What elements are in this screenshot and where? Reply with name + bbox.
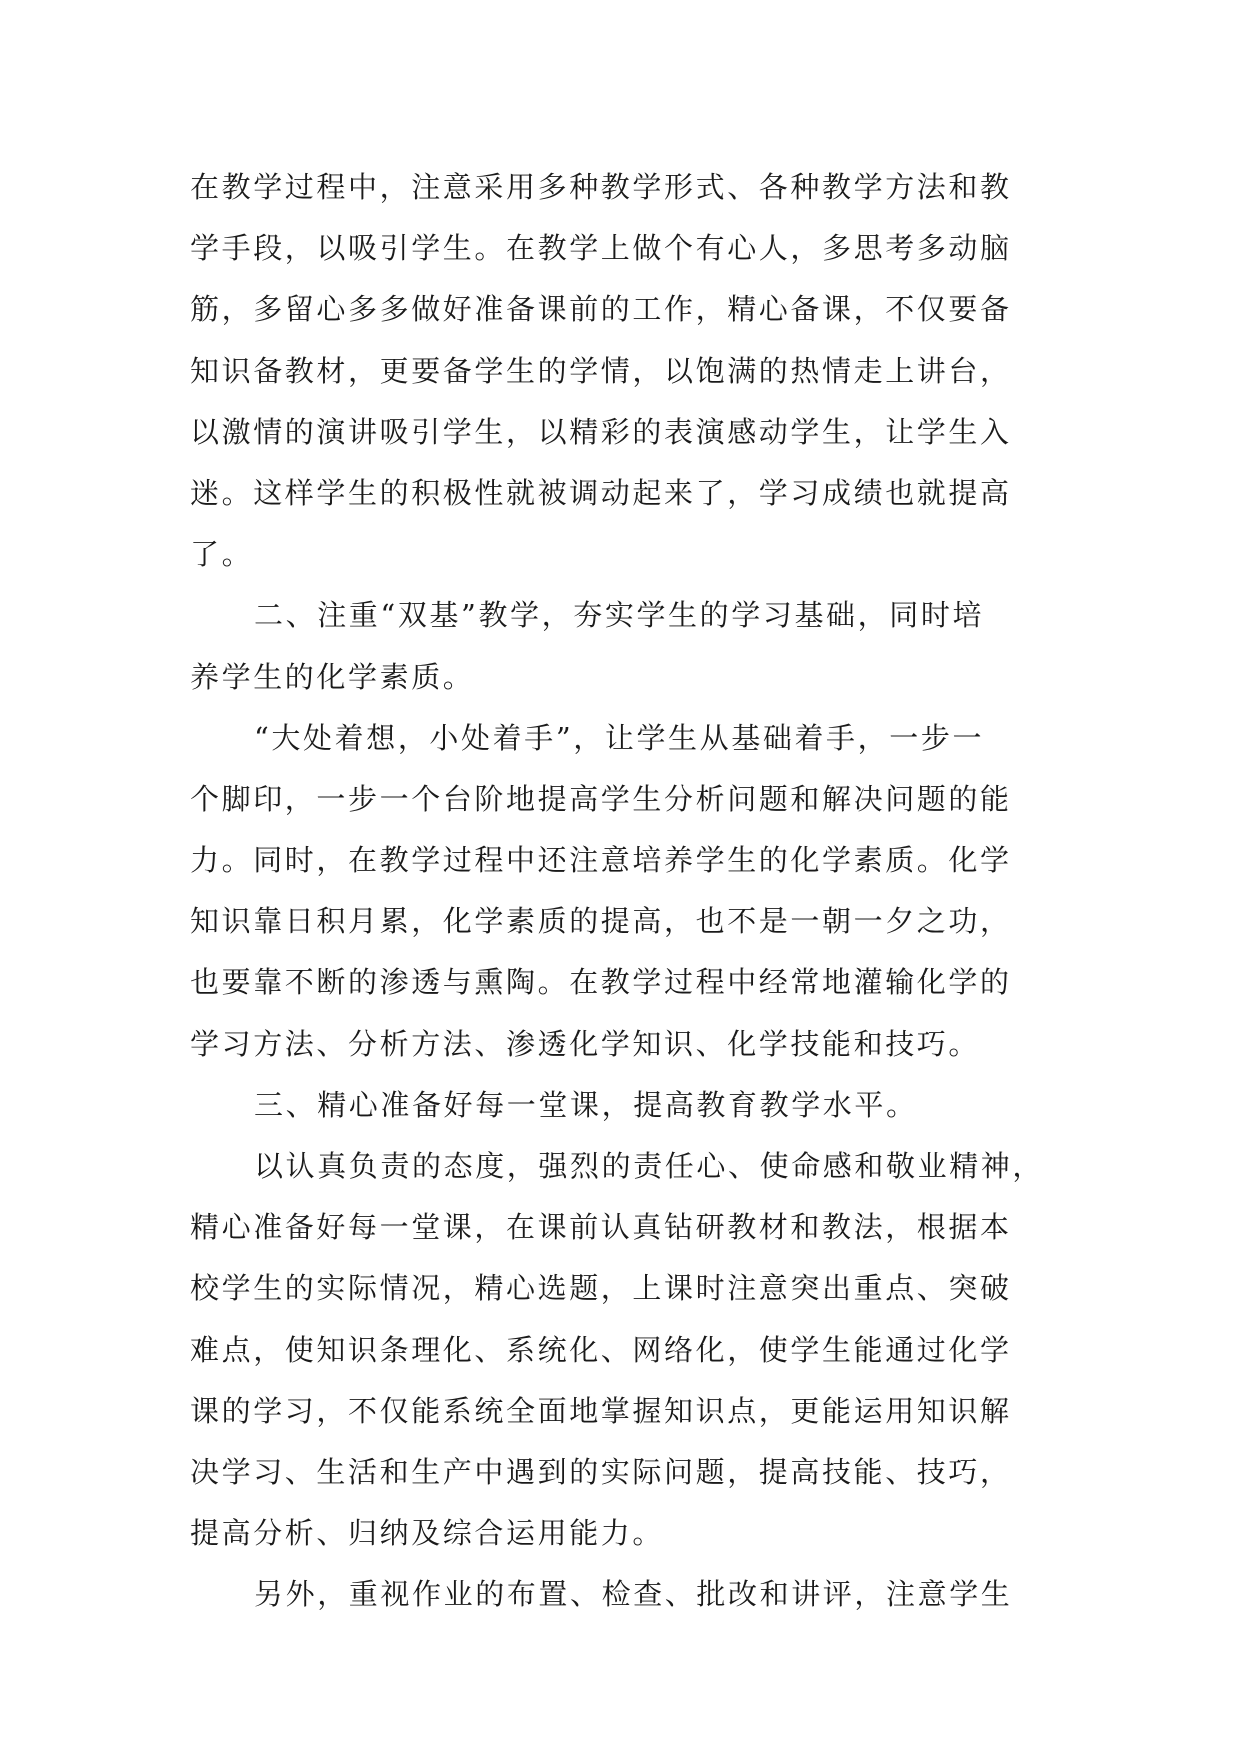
text-line: 也要靠不断的渗透与熏陶。在教学过程中经常地灌输化学的 xyxy=(190,965,1012,1000)
text-line: 知识靠日积月累，化学素质的提高，也不是一朝一夕之功， xyxy=(190,904,1012,939)
text-line: 二、注重“双基”教学，夯实学生的学习基础，同时培 xyxy=(254,598,985,633)
text-line: 力。同时，在教学过程中还注意培养学生的化学素质。化学 xyxy=(190,843,1012,878)
body-text xyxy=(190,157,1060,1626)
text-line: “大处着想，小处着手”，让学生从基础着手，一步一 xyxy=(254,720,985,755)
text-line: 三、精心准备好每一堂课，提高教育教学水平。 xyxy=(254,1087,918,1122)
text-line: 知识备教材，更要备学生的学情，以饱满的热情走上讲台， xyxy=(190,353,1012,388)
text-line: 精心准备好每一堂课，在课前认真钻研教材和教法，根据本 xyxy=(190,1210,1012,1245)
text-line: 筋，多留心多多做好准备课前的工作，精心备课，不仅要备 xyxy=(190,292,1012,327)
text-line: 提高分析、归纳及综合运用能力。 xyxy=(190,1516,665,1551)
text-line: 以认真负责的态度，强烈的责任心、使命感和敬业精神， xyxy=(254,1149,1045,1183)
text-line: 个脚印，一步一个台阶地提高学生分析问题和解决问题的能 xyxy=(190,781,1012,816)
text-line: 迷。这样学生的积极性就被调动起来了，学习成绩也就提高 xyxy=(190,475,1012,510)
text-line: 养学生的化学素质。 xyxy=(190,659,475,694)
text-line: 以激情的演讲吸引学生，以精彩的表演感动学生，让学生入 xyxy=(190,414,1012,449)
text-line: 难点，使知识条理化、系统化、网络化，使学生能通过化学 xyxy=(190,1332,1012,1367)
text-line: 决学习、生活和生产中遇到的实际问题，提高技能、技巧， xyxy=(190,1454,1012,1489)
text-line: 课的学习，不仅能系统全面地掌握知识点，更能运用知识解 xyxy=(190,1393,1012,1428)
text-line: 在教学过程中，注意采用多种教学形式、各种教学方法和教 xyxy=(190,170,1012,204)
text-line: 校学生的实际情况，精心选题，上课时注意突出重点、突破 xyxy=(190,1271,1012,1306)
text-line: 了。 xyxy=(190,537,254,572)
text-line: 学习方法、分析方法、渗透化学知识、化学技能和技巧。 xyxy=(190,1026,981,1061)
text-line: 另外，重视作业的布置、检查、批改和讲评，注意学生 xyxy=(254,1577,1013,1612)
text-line: 学手段，以吸引学生。在教学上做个有心人，多思考多动脑 xyxy=(190,231,1012,266)
